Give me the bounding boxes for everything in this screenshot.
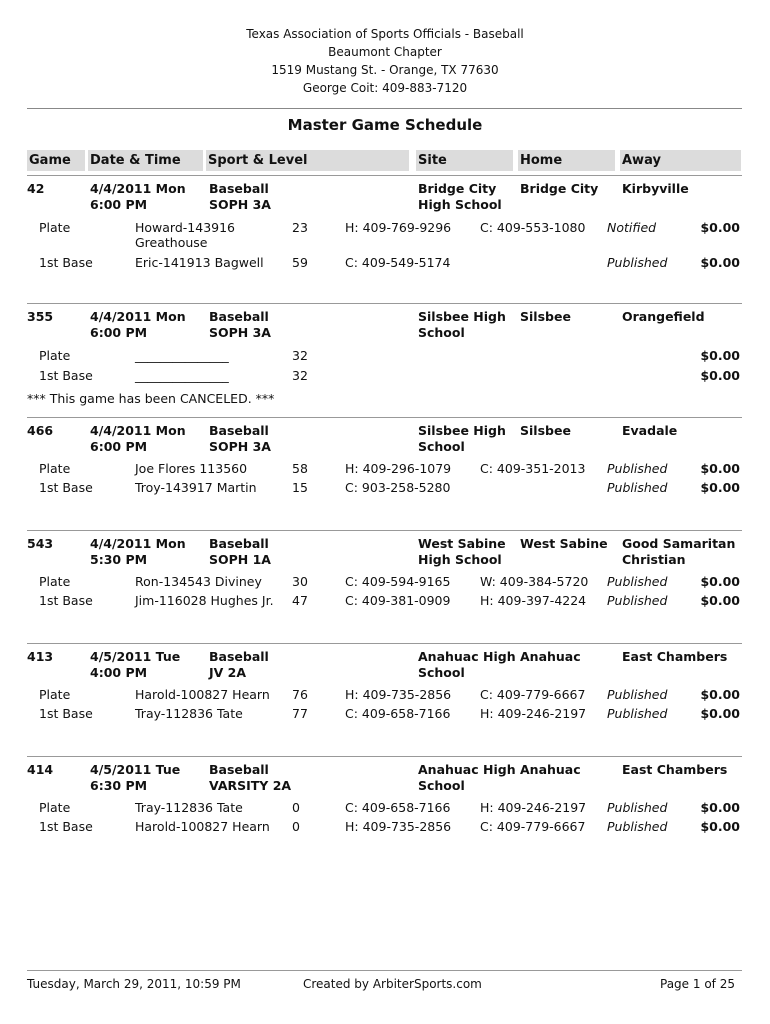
game-away-team-line1: East Chambers [622,649,728,664]
official-status: Published [607,574,668,589]
game-number: 543 [27,536,54,551]
official-name: Joe Flores 113560 [135,461,248,476]
game-divider [27,303,742,304]
game-home-team: Anahuac [520,762,581,777]
official-position: 1st Base [39,819,93,834]
official-position: 1st Base [39,706,93,721]
game-sport: Baseball [209,649,269,664]
official-phone-1: H: 409-769-9296 [345,220,452,235]
chapter-contact: George Coit: 409-883-7120 [302,81,468,95]
game-time: 6:00 PM [90,439,148,454]
official-position: Plate [39,687,71,702]
game-divider [27,643,742,644]
official-fee: $0.00 [700,220,740,235]
official-number: 23 [292,220,308,235]
chapter-address: 1519 Mustang St. - Orange, TX 77630 [271,63,499,77]
game-away-team-line1: East Chambers [622,762,728,777]
official-position: Plate [39,574,71,589]
footer-timestamp: Tuesday, March 29, 2011, 10:59 PM [27,977,241,991]
game-home-team: Silsbee [520,309,571,324]
game-sport: Baseball [209,181,269,196]
game-site-line2: School [418,325,465,340]
game-site-line1: Anahuac High [418,649,516,664]
official-status: Published [607,687,668,702]
official-number: 0 [292,819,300,834]
game-site-line1: West Sabine [418,536,506,551]
official-status: Published [607,706,668,721]
game-level: VARSITY 2A [209,778,292,793]
game-site-line1: Anahuac High [418,762,516,777]
official-position: 1st Base [39,593,93,608]
org-name: Texas Association of Sports Officials - Baseball [246,27,524,41]
official-phone-2: C: 409-553-1080 [480,220,586,235]
game-time: 6:30 PM [90,778,148,793]
official-fee: $0.00 [700,574,740,589]
game-time: 6:00 PM [90,325,148,340]
official-phone-1: C: 409-594-9165 [345,574,451,589]
official-phone-2: H: 409-246-2197 [480,800,587,815]
game-sport: Baseball [209,762,269,777]
official-phone-2: C: 409-779-6667 [480,819,586,834]
game-divider [27,417,742,418]
official-phone-2: H: 409-246-2197 [480,706,587,721]
game-number: 355 [27,309,54,324]
official-name: Tray-112836 Tate [135,800,243,815]
game-date: 4/4/2011 Mon [90,536,186,551]
official-number: 32 [292,368,308,383]
game-divider [27,530,742,531]
official-status: Published [607,480,668,495]
game-home-team: Anahuac [520,649,581,664]
official-number: 76 [292,687,308,702]
game-level: SOPH 1A [209,552,271,567]
game-number: 466 [27,423,54,438]
official-fee: $0.00 [700,480,740,495]
game-away-team-line1: Evadale [622,423,678,438]
official-phone-2: W: 409-384-5720 [480,574,589,589]
official-number: 30 [292,574,308,589]
official-status: Published [607,461,668,476]
game-site-line1: Bridge City [418,181,497,196]
game-date: 4/4/2011 Mon [90,423,186,438]
official-name: _______________ [135,348,229,363]
col-away: Away [620,150,741,171]
official-fee: $0.00 [700,706,740,721]
official-name-cont: Greathouse [135,235,208,250]
official-phone-1: C: 409-549-5174 [345,255,451,270]
official-position: 1st Base [39,480,93,495]
official-position: Plate [39,220,71,235]
official-phone-2: H: 409-397-4224 [480,593,587,608]
official-fee: $0.00 [700,255,740,270]
game-date: 4/5/2011 Tue [90,762,181,777]
game-time: 6:00 PM [90,197,148,212]
game-away-team-line1: Good Samaritan [622,536,736,551]
game-cancel-note: *** This game has been CANCELED. *** [27,391,275,406]
game-number: 414 [27,762,54,777]
official-name: Troy-143917 Martin [135,480,257,495]
official-fee: $0.00 [700,819,740,834]
footer-divider [27,970,742,971]
official-phone-1: H: 409-735-2856 [345,819,452,834]
official-name: Eric-141913 Bagwell [135,255,264,270]
official-number: 58 [292,461,308,476]
official-position: Plate [39,348,71,363]
official-phone-1: C: 409-658-7166 [345,800,451,815]
game-sport: Baseball [209,423,269,438]
official-fee: $0.00 [700,461,740,476]
official-phone-2: C: 409-779-6667 [480,687,586,702]
official-phone-1: C: 409-658-7166 [345,706,451,721]
game-time: 4:00 PM [90,665,148,680]
official-phone-1: H: 409-296-1079 [345,461,452,476]
game-site-line2: School [418,665,465,680]
official-status: Published [607,800,668,815]
game-divider [27,756,742,757]
official-phone-1: H: 409-735-2856 [345,687,452,702]
official-status: Notified [607,220,657,235]
game-home-team: Bridge City [520,181,599,196]
official-name: Harold-100827 Hearn [135,687,270,702]
game-level: SOPH 3A [209,197,271,212]
col-site: Site [416,150,513,171]
official-position: 1st Base [39,368,93,383]
page-title: Master Game Schedule [287,116,483,134]
game-date: 4/4/2011 Mon [90,309,186,324]
game-site-line1: Silsbee High [418,309,506,324]
footer-credit: Created by ArbiterSports.com [303,977,482,991]
game-number: 413 [27,649,54,664]
game-sport: Baseball [209,536,269,551]
official-status: Published [607,255,668,270]
game-site-line2: School [418,778,465,793]
game-site-line2: School [418,439,465,454]
official-phone-2: C: 409-351-2013 [480,461,586,476]
official-number: 77 [292,706,308,721]
official-name: Jim-116028 Hughes Jr. [135,593,274,608]
col-date-time: Date & Time [88,150,203,171]
official-name: Harold-100827 Hearn [135,819,270,834]
official-status: Published [607,819,668,834]
official-position: 1st Base [39,255,93,270]
official-name: Howard-143916 [135,220,236,235]
game-away-team-line1: Orangefield [622,309,705,324]
game-site-line2: High School [418,197,502,212]
game-away-team-line2: Christian [622,552,686,567]
official-number: 47 [292,593,308,608]
footer-page-number: Page 1 of 25 [660,977,735,991]
official-fee: $0.00 [700,687,740,702]
game-site-line2: High School [418,552,502,567]
col-sport-level: Sport & Level [206,150,409,171]
game-home-team: Silsbee [520,423,571,438]
official-number: 15 [292,480,308,495]
official-name: Tray-112836 Tate [135,706,243,721]
col-home: Home [518,150,615,171]
game-date: 4/4/2011 Mon [90,181,186,196]
game-level: SOPH 3A [209,439,271,454]
header-divider [27,108,742,109]
official-number: 59 [292,255,308,270]
game-time: 5:30 PM [90,552,148,567]
official-fee: $0.00 [700,368,740,383]
col-game: Game [27,150,85,171]
official-phone-1: C: 409-381-0909 [345,593,451,608]
game-away-team-line1: Kirbyville [622,181,689,196]
official-number: 32 [292,348,308,363]
official-fee: $0.00 [700,800,740,815]
official-position: Plate [39,461,71,476]
game-level: SOPH 3A [209,325,271,340]
official-position: Plate [39,800,71,815]
official-phone-1: C: 903-258-5280 [345,480,451,495]
game-home-team: West Sabine [520,536,608,551]
official-fee: $0.00 [700,593,740,608]
official-name: _______________ [135,368,229,383]
official-number: 0 [292,800,300,815]
table-header-divider [27,175,742,176]
game-number: 42 [27,181,45,196]
official-name: Ron-134543 Diviney [135,574,262,589]
game-sport: Baseball [209,309,269,324]
official-status: Published [607,593,668,608]
game-date: 4/5/2011 Tue [90,649,181,664]
game-site-line1: Silsbee High [418,423,506,438]
official-fee: $0.00 [700,348,740,363]
game-level: JV 2A [209,665,247,680]
chapter-name: Beaumont Chapter [328,45,442,59]
